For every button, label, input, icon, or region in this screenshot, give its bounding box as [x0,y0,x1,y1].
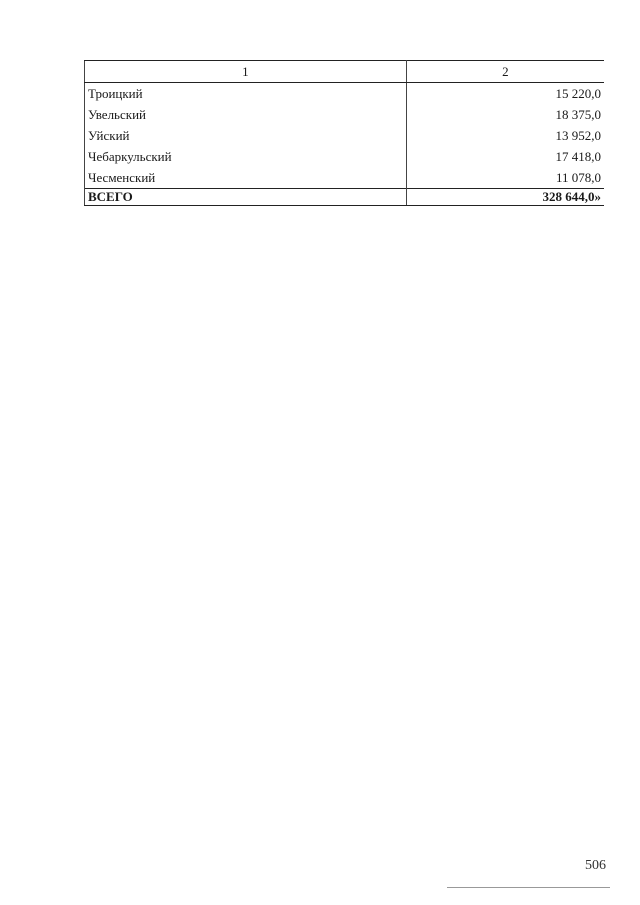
column-header-1: 1 [85,61,407,83]
district-value: 15 220,0 [406,83,604,105]
district-value: 18 375,0 [406,104,604,125]
column-header-2: 2 [406,61,604,83]
allocation-table [84,60,604,206]
table-row [85,104,605,125]
table-body [85,83,605,206]
district-name: Увельский [85,104,407,125]
total-label: ВСЕГО [85,189,407,206]
header-row [85,61,605,83]
footer-rule [447,887,610,888]
table-row [85,167,605,189]
table-row [85,125,605,146]
table-row [85,146,605,167]
district-name: Чебаркульский [85,146,407,167]
page-number: 506 [585,858,606,873]
district-name: Троицкий [85,83,407,105]
district-value: 17 418,0 [406,146,604,167]
total-value: 328 644,0» [406,189,604,206]
table-header [85,61,605,83]
table-row [85,83,605,105]
district-value: 11 078,0 [406,167,604,189]
district-name: Уйский [85,125,407,146]
district-name: Чесменский [85,167,407,189]
total-row [85,189,605,206]
district-value: 13 952,0 [406,125,604,146]
